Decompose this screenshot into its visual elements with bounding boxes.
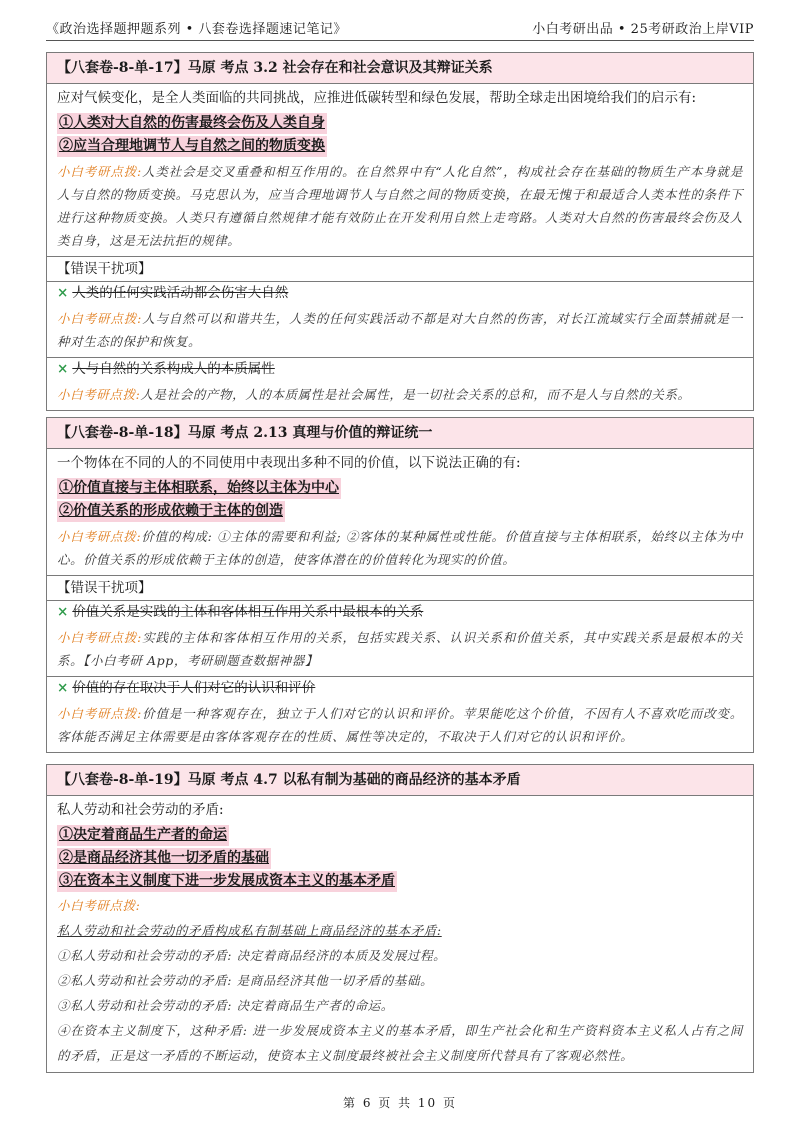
note-label: 小白考研点拨:	[57, 529, 142, 544]
explanation	[47, 158, 753, 256]
note-line: ④在资本主义制度下，这种矛盾: 进一步发展成资本主义的基本矛盾，即生产社会化和生产资料资本主义私人占有之间的矛盾，正是这一矛盾的不断运动，使资本主义制度最终被社会主义制度所代替具有了客观必然性。	[57, 1023, 743, 1063]
explanation	[47, 523, 753, 575]
correct-answer: ②价值关系的形成依赖于主体的创造	[57, 501, 285, 522]
question-card-19	[46, 764, 754, 1073]
cross-icon: ×	[57, 604, 69, 620]
header-right: 小白考研出品 • 25考研政治上岸VIP	[532, 21, 754, 37]
cross-icon: ×	[57, 361, 69, 377]
correct-answer: ①价值直接与主体相联系，始终以主体为中心	[57, 478, 341, 499]
note-line: ①私人劳动和社会劳动的矛盾: 决定着商品经济的本质及发展过程。	[57, 948, 447, 963]
correct-answer: ①决定着商品生产者的命运	[57, 825, 229, 846]
page-header	[46, 14, 754, 41]
note-line: 私人劳动和社会劳动的矛盾构成私有制基础上商品经济的基本矛盾:	[57, 923, 442, 938]
note-label: 小白考研点拨:	[57, 706, 142, 721]
distractor-option: × 人类的任何实践活动都会伤害大自然	[47, 282, 753, 305]
correct-answer: ②是商品经济其他一切矛盾的基础	[57, 848, 271, 869]
card-title: 【八套卷-8-单-17】马原 考点 3.2 社会存在和社会意识及其辩证关系	[47, 53, 753, 84]
distractor-explanation: 小白考研点拨:价值是一种客观存在，独立于人们对它的认识和评价。苹果能吃这个价值，不因有人不喜欢吃而改变。客体能否满足主体需要是由客体客观存在的性质、属性等决定的，不取决于人们对它的认识和评价。	[57, 706, 743, 744]
question-text: 私人劳动和社会劳动的矛盾:	[57, 802, 224, 818]
correct-answer: ②应当合理地调节人与自然之间的物质变换	[57, 136, 327, 157]
distractor-option: × 人与自然的关系构成人的本质属性	[47, 358, 753, 381]
distractor-explanation: 小白考研点拨:人是社会的产物，人的本质属性是社会属性，是一切社会关系的总和，而不是人与自然的关系。	[57, 387, 691, 402]
correct-answer: ③在资本主义制度下进一步发展成资本主义的基本矛盾	[57, 871, 397, 892]
distractor-explanation: 小白考研点拨:人与自然可以和谐共生，人类的任何实践活动不都是对大自然的伤害，对长江流域实行全面禁捕就是一种对生态的保护和恢复。	[57, 311, 743, 349]
note-line: ②私人劳动和社会劳动的矛盾: 是商品经济其他一切矛盾的基础。	[57, 973, 434, 988]
distractor-heading: 【错误干扰项】	[47, 575, 753, 601]
question-text: 一个物体在不同的人的不同使用中表现出多种不同的价值，以下说法正确的有:	[57, 455, 521, 471]
question-text: 应对气候变化，是全人类面临的共同挑战，应推进低碳转型和绿色发展，帮助全球走出困境给我们的启示有:	[57, 90, 697, 106]
note-label: 小白考研点拨:	[57, 898, 141, 913]
question-card-18	[46, 417, 754, 753]
header-left: 《政治选择题押题系列 • 八套卷选择题速记笔记》	[46, 21, 347, 37]
correct-answer: ①人类对大自然的伤害最终会伤及人类自身	[57, 113, 327, 134]
note-text: 价值的构成: ①主体的需要和利益; ②客体的某种属性或性能。价值直接与主体相联系，始终以主体为中心。价值关系的形成依赖于主体的创造，使客体潜在的价值转化为现实的价值。	[57, 529, 744, 567]
note-label: 小白考研点拨:	[57, 164, 142, 179]
note-label: 小白考研点拨:	[57, 387, 141, 402]
card-title: 【八套卷-8-单-18】马原 考点 2.13 真理与价值的辩证统一	[47, 418, 753, 449]
card-title: 【八套卷-8-单-19】马原 考点 4.7 以私有制为基础的商品经济的基本矛盾	[47, 765, 753, 796]
distractor-option: × 价值关系是实践的主体和客体相互作用关系中最根本的关系	[47, 601, 753, 624]
cross-icon: ×	[57, 285, 69, 301]
distractor-explanation: 小白考研点拨:实践的主体和客体相互作用的关系，包括实践关系、认识关系和价值关系，其中实践关系是最根本的关系。【小白考研 App，考研刷题查数据神器】	[57, 630, 743, 668]
note-text: 人类社会是交叉重叠和相互作用的。在自然界中有“人化自然”，构成社会存在基础的物质生产本身就是人与自然的物质变换。马克思认为，应当合理地调节人与自然之间的物质变换，在最无愧于和最适合人类本性的条件下进行这种物质变换。人类只有遵循自然规律才能有效防止在开发利用自然上走弯路。人类对大自然的伤害最终会伤及人类自身，这是无法抗拒的规律。	[57, 164, 743, 248]
distractor-option: × 价值的存在取决于人们对它的认识和评价	[47, 677, 753, 700]
distractor-heading: 【错误干扰项】	[47, 256, 753, 282]
page-footer: 第 6 页 共 10 页	[343, 1096, 457, 1110]
cross-icon: ×	[57, 680, 69, 696]
question-card-17	[46, 52, 754, 411]
note-label: 小白考研点拨:	[57, 630, 142, 645]
note-label: 小白考研点拨:	[57, 311, 142, 326]
note-line: ③私人劳动和社会劳动的矛盾: 决定着商品生产者的命运。	[57, 998, 394, 1013]
